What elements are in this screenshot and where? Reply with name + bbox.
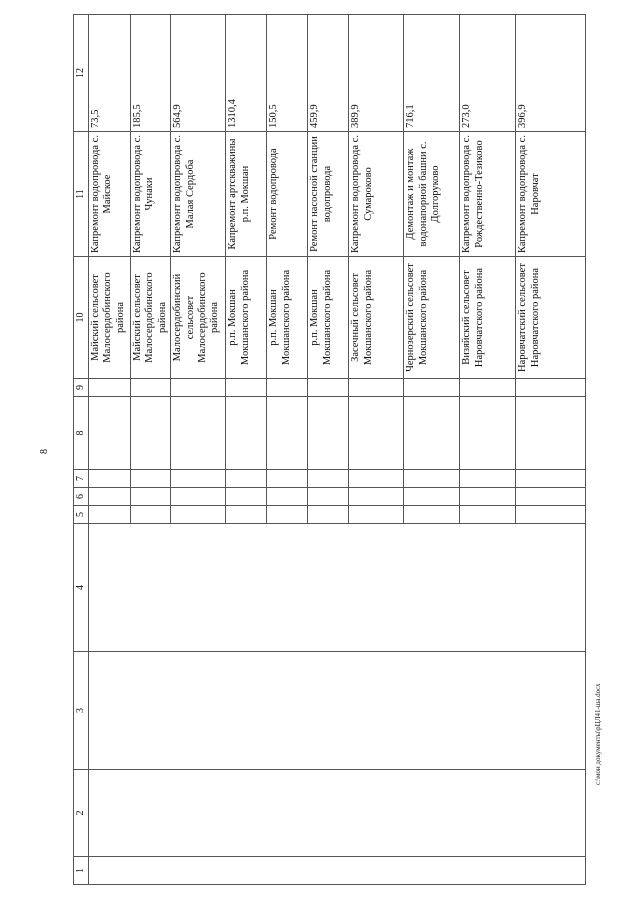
amount-cell: 1310,4 bbox=[226, 15, 267, 132]
work-cell: Капремонт водопровода с. Наровчат bbox=[516, 132, 586, 257]
table-cell bbox=[226, 488, 267, 506]
table-cell bbox=[404, 488, 460, 506]
column-number: 5 bbox=[74, 506, 89, 524]
amount-cell: 73,5 bbox=[89, 15, 131, 132]
column-number: 6 bbox=[74, 488, 89, 506]
work-cell: Капремонт водопровода с. Малая Сердоба bbox=[171, 132, 226, 257]
amount-cell: 459,9 bbox=[308, 15, 349, 132]
table-cell bbox=[404, 397, 460, 470]
table-cell bbox=[89, 379, 131, 397]
amount-cell: 396,9 bbox=[516, 15, 586, 132]
column-number: 7 bbox=[74, 470, 89, 488]
table-cell bbox=[516, 506, 586, 524]
rotated-table-container bbox=[73, 15, 586, 885]
table-cell bbox=[349, 488, 404, 506]
table-cell bbox=[516, 470, 586, 488]
table-cell bbox=[131, 470, 171, 488]
table-cell bbox=[226, 470, 267, 488]
owner-cell: Майский сельсовет Малосердобинского района bbox=[131, 257, 171, 379]
table-cell bbox=[267, 506, 308, 524]
table-cell bbox=[460, 470, 516, 488]
table-cell bbox=[89, 488, 131, 506]
owner-cell: р.п. Мокшан Мокшанского района bbox=[226, 257, 267, 379]
table-cell bbox=[460, 506, 516, 524]
column-number: 1 bbox=[74, 857, 89, 885]
table-cell bbox=[267, 470, 308, 488]
amount-cell: 185,5 bbox=[131, 15, 171, 132]
page-number: 8 bbox=[39, 449, 50, 454]
table-cell bbox=[171, 488, 226, 506]
table-cell bbox=[267, 488, 308, 506]
table-cell bbox=[516, 397, 586, 470]
table-cell bbox=[349, 506, 404, 524]
owner-cell: р.п. Мокшан Мокшанского района bbox=[308, 257, 349, 379]
table-cell bbox=[349, 470, 404, 488]
table-cell bbox=[131, 488, 171, 506]
table-cell bbox=[171, 470, 226, 488]
table-row bbox=[89, 15, 131, 885]
work-cell: Ремонт насосной станции водопровода bbox=[308, 132, 349, 257]
table-cell bbox=[89, 470, 131, 488]
owner-cell: Чернозерский сельсовет Мокшанского района bbox=[404, 257, 460, 379]
amount-cell: 389,9 bbox=[349, 15, 404, 132]
owner-cell: р.п. Мокшан Мокшанского района bbox=[267, 257, 308, 379]
table-cell bbox=[308, 488, 349, 506]
budget-table bbox=[73, 14, 586, 885]
table-cell bbox=[516, 488, 586, 506]
table-cell bbox=[460, 397, 516, 470]
work-cell: Демонтаж и монтаж водонапорной башни с. Долгоруково bbox=[404, 132, 460, 257]
table-cell bbox=[226, 379, 267, 397]
table-cell bbox=[404, 379, 460, 397]
column-number: 10 bbox=[74, 257, 89, 379]
table-cell bbox=[131, 506, 171, 524]
table-cell bbox=[226, 506, 267, 524]
work-cell: Капремонт водопровода с. Чунаки bbox=[131, 132, 171, 257]
column-number: 8 bbox=[74, 397, 89, 470]
amount-cell: 273,0 bbox=[460, 15, 516, 132]
column-number: 3 bbox=[74, 652, 89, 770]
table-cell bbox=[308, 506, 349, 524]
column-number-row bbox=[74, 15, 89, 885]
table-cell bbox=[308, 379, 349, 397]
column-number: 9 bbox=[74, 379, 89, 397]
column-number: 12 bbox=[74, 15, 89, 132]
table-cell bbox=[404, 470, 460, 488]
table-cell bbox=[460, 488, 516, 506]
table-cell bbox=[89, 857, 586, 885]
work-cell: Ремонт водопровода bbox=[267, 132, 308, 257]
table-cell bbox=[89, 397, 131, 470]
work-cell: Капремонт водопровода с. Майское bbox=[89, 132, 131, 257]
column-number: 2 bbox=[74, 770, 89, 857]
table-cell bbox=[89, 524, 586, 652]
table-cell bbox=[308, 397, 349, 470]
work-cell: Капремонт артскважины р.п. Мокшан bbox=[226, 132, 267, 257]
table-cell bbox=[131, 397, 171, 470]
table-cell bbox=[516, 379, 586, 397]
table-cell bbox=[226, 397, 267, 470]
column-number: 11 bbox=[74, 132, 89, 257]
column-number: 4 bbox=[74, 524, 89, 652]
table-cell bbox=[89, 506, 131, 524]
owner-cell: Наровчатский сельсовет Наровчатского района bbox=[516, 257, 586, 379]
table-cell bbox=[460, 379, 516, 397]
table-cell bbox=[171, 506, 226, 524]
table-cell bbox=[171, 397, 226, 470]
amount-cell: 564,9 bbox=[171, 15, 226, 132]
amount-cell: 716,1 bbox=[404, 15, 460, 132]
table-cell bbox=[308, 470, 349, 488]
table-cell bbox=[89, 770, 586, 857]
amount-cell: 150,5 bbox=[267, 15, 308, 132]
owner-cell: Майский сельсовет Малосердобинского района bbox=[89, 257, 131, 379]
owner-cell: Визяйский сельсовет Наровчатского района bbox=[460, 257, 516, 379]
table-cell bbox=[89, 652, 586, 770]
owner-cell: Малосердобинский сельсовет Малосердобинского района bbox=[171, 257, 226, 379]
file-path-footer: c:\мои документы\рЦЛ41-ша.docx bbox=[594, 683, 602, 785]
owner-cell: Засечный сельсовет Мокшанского района bbox=[349, 257, 404, 379]
table-cell bbox=[131, 379, 171, 397]
table-cell bbox=[404, 506, 460, 524]
table-cell bbox=[349, 397, 404, 470]
work-cell: Капремонт водопровода с. Рождественно-Тезиково bbox=[460, 132, 516, 257]
table-cell bbox=[267, 379, 308, 397]
table-cell bbox=[171, 379, 226, 397]
table-cell bbox=[349, 379, 404, 397]
work-cell: Капремонт водопровода с. Сумароково bbox=[349, 132, 404, 257]
table-cell bbox=[267, 397, 308, 470]
